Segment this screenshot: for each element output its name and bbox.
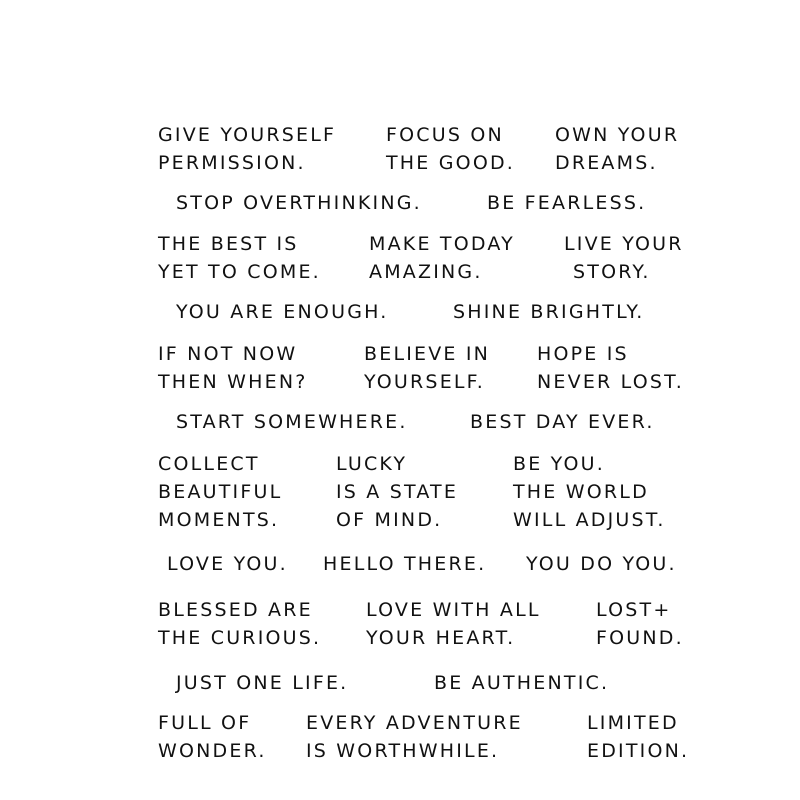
phrase-give-yourself-permission	[158, 121, 336, 177]
phrase-line: LIMITED	[587, 712, 679, 734]
phrase-limited-edition	[587, 709, 689, 765]
phrase-line: IF NOT NOW	[158, 343, 298, 365]
phrase-line: BE AUTHENTIC.	[434, 672, 610, 694]
phrase-line: MAKE TODAY	[369, 233, 515, 255]
phrase-line: NEVER LOST.	[537, 371, 684, 393]
phrase-line: OF MIND.	[336, 509, 443, 531]
phrase-believe-in-yourself	[364, 340, 490, 396]
phrase-you-are-enough	[176, 298, 389, 326]
phrase-stop-overthinking	[176, 189, 422, 217]
phrase-own-your-dreams	[555, 121, 679, 177]
phrase-line: THE WORLD	[513, 481, 649, 503]
phrase-lucky-is-a-state-of-mind	[336, 450, 458, 534]
phrase-line: IS A STATE	[336, 481, 459, 503]
phrase-line: PERMISSION.	[158, 152, 306, 174]
phrase-love-with-all-your-heart	[366, 596, 541, 652]
phrase-line: WONDER.	[158, 740, 267, 762]
phrase-love-you	[167, 550, 288, 578]
phrase-line: LUCKY	[336, 453, 408, 475]
phrase-line: FOCUS ON	[386, 124, 504, 146]
phrase-blessed-are-the-curious	[158, 596, 321, 652]
phrase-line: LOVE YOU.	[167, 553, 288, 575]
phrase-line: YOU DO YOU.	[526, 553, 677, 575]
phrase-line: MOMENTS.	[158, 509, 280, 531]
phrase-line: EDITION.	[587, 740, 690, 762]
phrase-line: DREAMS.	[555, 152, 658, 174]
phrase-line: FOUND.	[596, 627, 684, 649]
phrase-line: BELIEVE IN	[364, 343, 491, 365]
phrase-make-today-amazing	[369, 230, 515, 286]
phrase-line: YOU ARE ENOUGH.	[176, 301, 389, 323]
phrase-line: COLLECT	[158, 453, 260, 475]
phrase-hope-is-never-lost	[537, 340, 684, 396]
phrase-line: EVERY ADVENTURE	[306, 712, 523, 734]
phrase-best-day-ever	[470, 408, 655, 436]
phrase-if-not-now-then-when	[158, 340, 308, 396]
phrase-line: STORY.	[573, 261, 651, 283]
phrase-line: THE CURIOUS.	[158, 627, 322, 649]
phrase-be-you-the-world-will-adjust	[513, 450, 666, 534]
phrase-lost-found	[596, 596, 684, 652]
phrase-line: LOST+	[596, 599, 672, 621]
phrase-be-fearless	[487, 189, 646, 217]
phrase-you-do-you	[526, 550, 677, 578]
phrase-line: LOVE WITH ALL	[366, 599, 541, 621]
phrase-line: SHINE BRIGHTLY.	[453, 301, 645, 323]
phrase-line: GIVE YOURSELF	[158, 124, 337, 146]
phrase-shine-brightly	[453, 298, 645, 326]
phrase-hello-there	[323, 550, 486, 578]
phrase-full-of-wonder	[158, 709, 267, 765]
phrase-line: BE YOU.	[513, 453, 605, 475]
phrase-line: FULL OF	[158, 712, 252, 734]
phrase-collect-beautiful-moments	[158, 450, 282, 534]
phrase-line: WILL ADJUST.	[513, 509, 666, 531]
phrase-line: OWN YOUR	[555, 124, 680, 146]
phrase-line: BEAUTIFUL	[158, 481, 283, 503]
phrase-line: BEST DAY EVER.	[470, 411, 655, 433]
phrase-line: BE FEARLESS.	[487, 192, 647, 214]
phrase-be-authentic	[434, 669, 609, 697]
phrase-line: AMAZING.	[369, 261, 483, 283]
phrase-line: HOPE IS	[537, 343, 629, 365]
phrase-line: YET TO COME.	[158, 261, 321, 283]
phrase-line: JUST ONE LIFE.	[176, 672, 349, 694]
phrase-start-somewhere	[176, 408, 408, 436]
phrase-line: THE BEST IS	[158, 233, 299, 255]
phrase-line: BLESSED ARE	[158, 599, 313, 621]
phrase-line: THEN WHEN?	[158, 371, 308, 393]
phrase-line: IS WORTHWHILE.	[306, 740, 500, 762]
phrase-line: STOP OVERTHINKING.	[176, 192, 422, 214]
phrase-live-your-story	[564, 230, 684, 286]
phrase-focus-on-the-good	[386, 121, 515, 177]
phrase-line: LIVE YOUR	[564, 233, 684, 255]
phrase-just-one-life	[176, 669, 348, 697]
phrase-line: YOUR HEART.	[366, 627, 516, 649]
phrase-every-adventure-is-worthwhile	[306, 709, 523, 765]
phrase-line: THE GOOD.	[386, 152, 516, 174]
phrase-line: YOURSELF.	[364, 371, 485, 393]
phrase-line: START SOMEWHERE.	[176, 411, 408, 433]
phrase-the-best-is-yet-to-come	[158, 230, 321, 286]
phrase-line: HELLO THERE.	[323, 553, 487, 575]
